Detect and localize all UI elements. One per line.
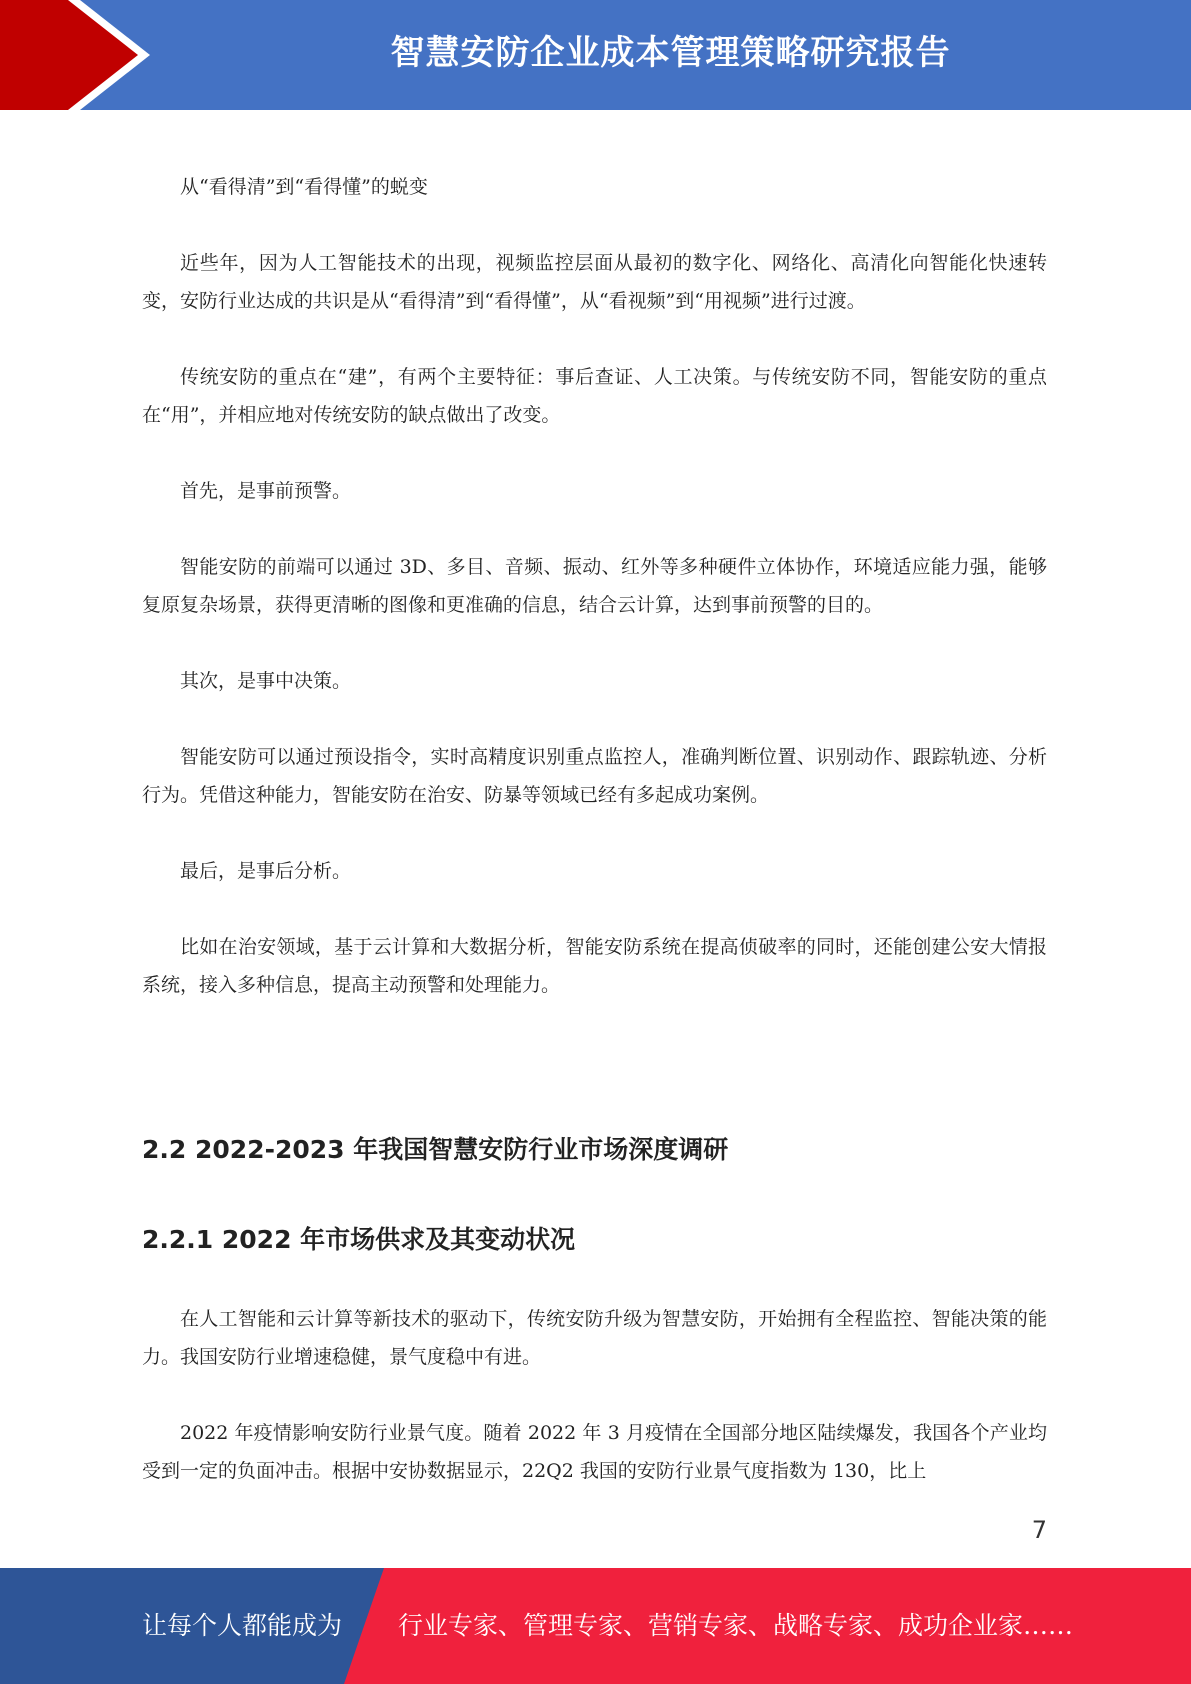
- paragraph: 比如在治安领域，基于云计算和大数据分析，智能安防系统在提高侦破率的同时，还能创建公安大情报系统，接入多种信息，提高主动预警和处理能力。: [142, 936, 1047, 996]
- paragraph: 在人工智能和云计算等新技术的驱动下，传统安防升级为智慧安防，开始拥有全程监控、智能决策的能力。我国安防行业增速稳健，景气度稳中有进。: [142, 1308, 1047, 1368]
- page-header: [0, 0, 1191, 110]
- subsection-heading: 2.2.1 2022 年市场供求及其变动状况: [142, 1225, 576, 1254]
- report-title: 智慧安防企业成本管理策略研究报告: [390, 33, 951, 73]
- page-footer: [0, 1568, 1191, 1684]
- footer-slogan-right: 行业专家、管理专家、营销专家、战略专家、成功企业家……: [398, 1611, 1074, 1640]
- paragraph: 智能安防可以通过预设指令，实时高精度识别重点监控人，准确判断位置、识别动作、跟踪轨迹、分析行为。凭借这种能力，智能安防在治安、防暴等领域已经有多起成功案例。: [142, 746, 1047, 806]
- footer-slogan-left: 让每个人都能成为: [142, 1611, 343, 1640]
- body-text-block: [142, 168, 1047, 1042]
- paragraph: 最后，是事后分析。: [180, 860, 352, 882]
- header-red-chevron-icon: [0, 0, 140, 110]
- paragraph: 近些年，因为人工智能技术的出现，视频监控层面从最初的数字化、网络化、高清化向智能化快速转变，安防行业达成的共识是从“看得清”到“看得懂”，从“看视频”到“用视频”进行过渡。: [142, 252, 1047, 312]
- page-number: 7: [1031, 1516, 1047, 1544]
- section-heading: 2.2 2022-2023 年我国智慧安防行业市场深度调研: [142, 1135, 729, 1164]
- paragraph: 从“看得清”到“看得懂”的蜕变: [180, 176, 428, 198]
- paragraph: 传统安防的重点在“建”，有两个主要特征：事后查证、人工决策。与传统安防不同，智能安防的重点在“用”，并相应地对传统安防的缺点做出了改变。: [142, 366, 1047, 426]
- paragraph: 2022 年疫情影响安防行业景气度。随着 2022 年 3 月疫情在全国部分地区陆续爆发，我国各个产业均受到一定的负面冲击。根据中安协数据显示，22Q2 我国的安防行业景气度指数为 130，比上: [142, 1422, 1047, 1482]
- paragraph: 首先，是事前预警。: [180, 480, 352, 502]
- paragraph: 其次，是事中决策。: [180, 670, 352, 692]
- body-text-block-2: [142, 1300, 1047, 1528]
- paragraph: 智能安防的前端可以通过 3D、多目、音频、振动、红外等多种硬件立体协作，环境适应能力强，能够复原复杂场景，获得更清晰的图像和更准确的信息，结合云计算，达到事前预警的目的。: [142, 556, 1047, 616]
